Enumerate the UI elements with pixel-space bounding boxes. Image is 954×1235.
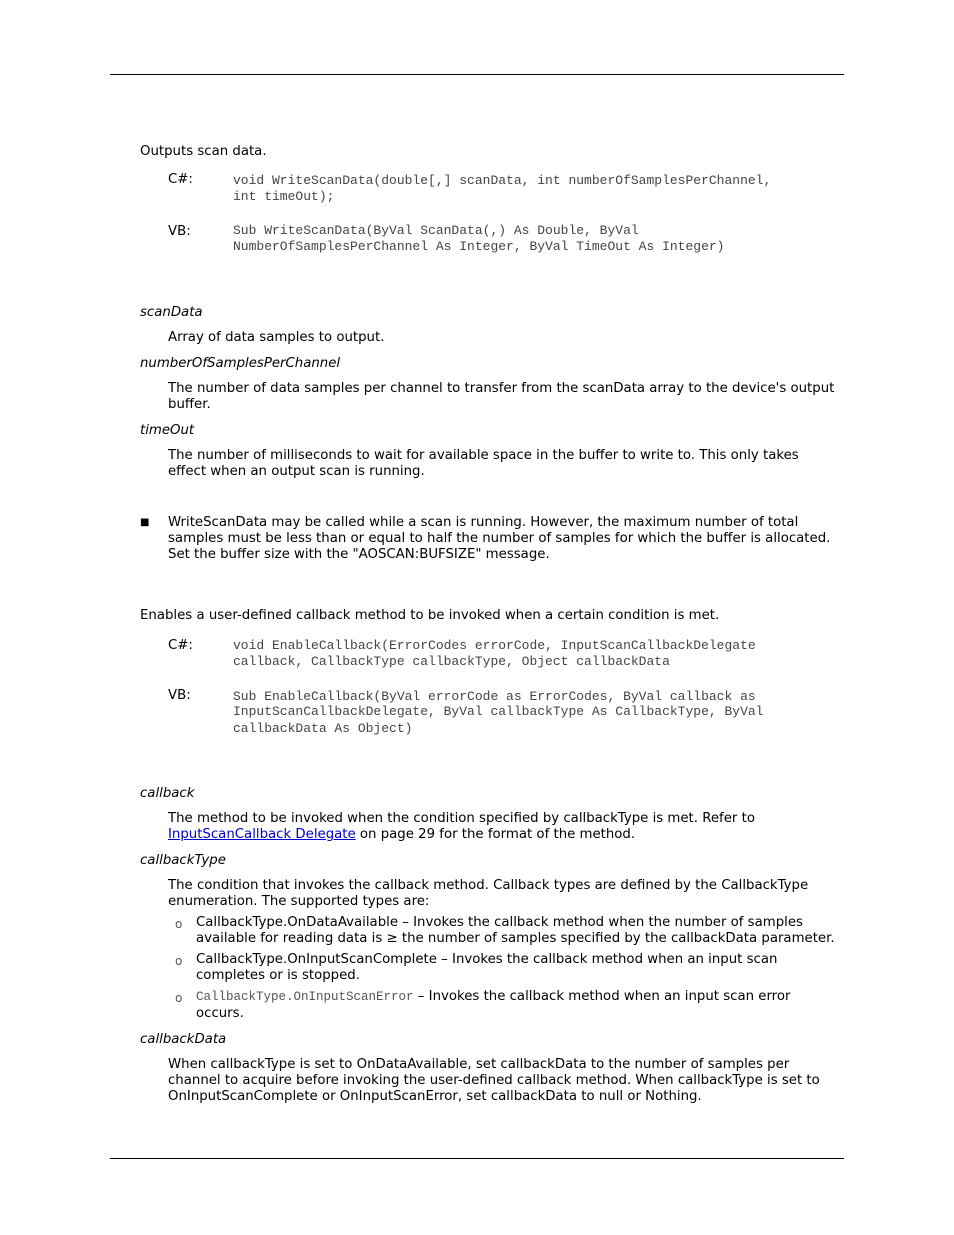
param-name-callback-type: callbackType	[140, 853, 226, 868]
callback-delegate-link[interactable]: InputScanCallback Delegate	[168, 827, 356, 842]
cs-code-2-line-2: callback, CallbackType callbackType, Object callbackData	[233, 654, 670, 669]
enable-callback-intro: Enables a user-defined callback method to be invoked when a certain condition is met.	[140, 608, 720, 623]
type-item-3-tail: – Invokes the callback method when an input scan error	[413, 989, 791, 1004]
type-item-3-line-2: occurs.	[196, 1006, 244, 1021]
cs-label: C#:	[168, 172, 193, 187]
type-item-2-line-1: CallbackType.OnInputScanComplete – Invokes the callback method when an input scan	[196, 952, 778, 967]
param-desc-scandata: Array of data samples to output.	[168, 330, 385, 345]
note-line-2: samples must be less than or equal to half the number of samples for which the buffer is allocated.	[168, 531, 831, 546]
param-name-timeout: timeOut	[140, 423, 195, 438]
vb-label: VB:	[168, 224, 191, 239]
header-rule	[110, 74, 844, 75]
vb-code-line-1: Sub WriteScanData(ByVal ScanData(,) As Double, ByVal	[233, 223, 639, 238]
type-item-1-line-1: CallbackType.OnDataAvailable – Invokes the callback method when the number of samples	[196, 915, 803, 930]
vb-code-2-line-1: Sub EnableCallback(ByVal errorCode as ErrorCodes, ByVal callback as	[233, 689, 756, 704]
param-desc-callback-line-2	[168, 827, 844, 843]
write-scan-intro: Outputs scan data.	[140, 144, 267, 159]
param-desc-samples-line-2: buffer.	[168, 397, 211, 412]
callback-desc-tail: on page 29 for the format of the method.	[355, 827, 636, 842]
param-desc-callback-data-line-3: OnInputScanComplete or OnInputScanError, set callbackData to null or Nothing.	[168, 1089, 702, 1104]
footer-rule	[110, 1158, 844, 1159]
vb-label-2: VB:	[168, 688, 191, 703]
cs-code-line-1: void WriteScanData(double[,] scanData, int numberOfSamplesPerChannel,	[233, 173, 772, 188]
circle-bullet-icon: o	[175, 954, 183, 968]
param-name-samples-per-channel: numberOfSamplesPerChannel	[140, 356, 341, 371]
type-item-3-code: CallbackType.OnInputScanError	[196, 990, 414, 1004]
param-desc-callback-type-line-1: The condition that invokes the callback method. Callback types are defined by the CallbackType	[168, 878, 809, 893]
param-name-scandata: scanData	[140, 305, 203, 320]
param-desc-samples-line-1: The number of data samples per channel to transfer from the scanData array to the device's output	[168, 381, 835, 396]
vb-code-2-line-3: callbackData As Object)	[233, 721, 413, 736]
param-desc-timeout-line-2: effect when an output scan is running.	[168, 464, 425, 479]
type-item-2-line-2: completes or is stopped.	[196, 968, 360, 983]
cs-code-2-line-1: void EnableCallback(ErrorCodes errorCode, InputScanCallbackDelegate	[233, 638, 756, 653]
param-name-callback-data: callbackData	[140, 1032, 227, 1047]
note-line-3: Set the buffer size with the "AOSCAN:BUFSIZE" message.	[168, 547, 550, 562]
circle-bullet-icon: o	[175, 991, 183, 1005]
cs-code-line-2: int timeOut);	[233, 189, 335, 204]
param-name-callback: callback	[140, 786, 195, 801]
param-desc-callback-data-line-2: channel to acquire before invoking the user-defined callback method. When callbackType is set to	[168, 1073, 820, 1088]
vb-code-2-line-2: InputScanCallbackDelegate, ByVal callbackType As CallbackType, ByVal	[233, 704, 764, 719]
type-item-3-line-1	[196, 989, 844, 1005]
square-bullet-icon: ■	[140, 517, 150, 528]
param-desc-callback-data-line-1: When callbackType is set to OnDataAvailable, set callbackData to the number of samples per	[168, 1057, 790, 1072]
vb-code-line-2: NumberOfSamplesPerChannel As Integer, ByVal TimeOut As Integer)	[233, 239, 725, 254]
param-desc-timeout-line-1: The number of milliseconds to wait for available space in the buffer to write to. This only takes	[168, 448, 799, 463]
note-line-1: WriteScanData may be called while a scan is running. However, the maximum number of total	[168, 515, 799, 530]
circle-bullet-icon: o	[175, 917, 183, 931]
param-desc-callback-type-line-2: enumeration. The supported types are:	[168, 894, 430, 909]
cs-label-2: C#:	[168, 638, 193, 653]
type-item-1-line-2: available for reading data is ≥ the number of samples specified by the callbackData parameter.	[196, 931, 835, 946]
param-desc-callback-line-1: The method to be invoked when the condition specified by callbackType is met. Refer to	[168, 811, 755, 826]
